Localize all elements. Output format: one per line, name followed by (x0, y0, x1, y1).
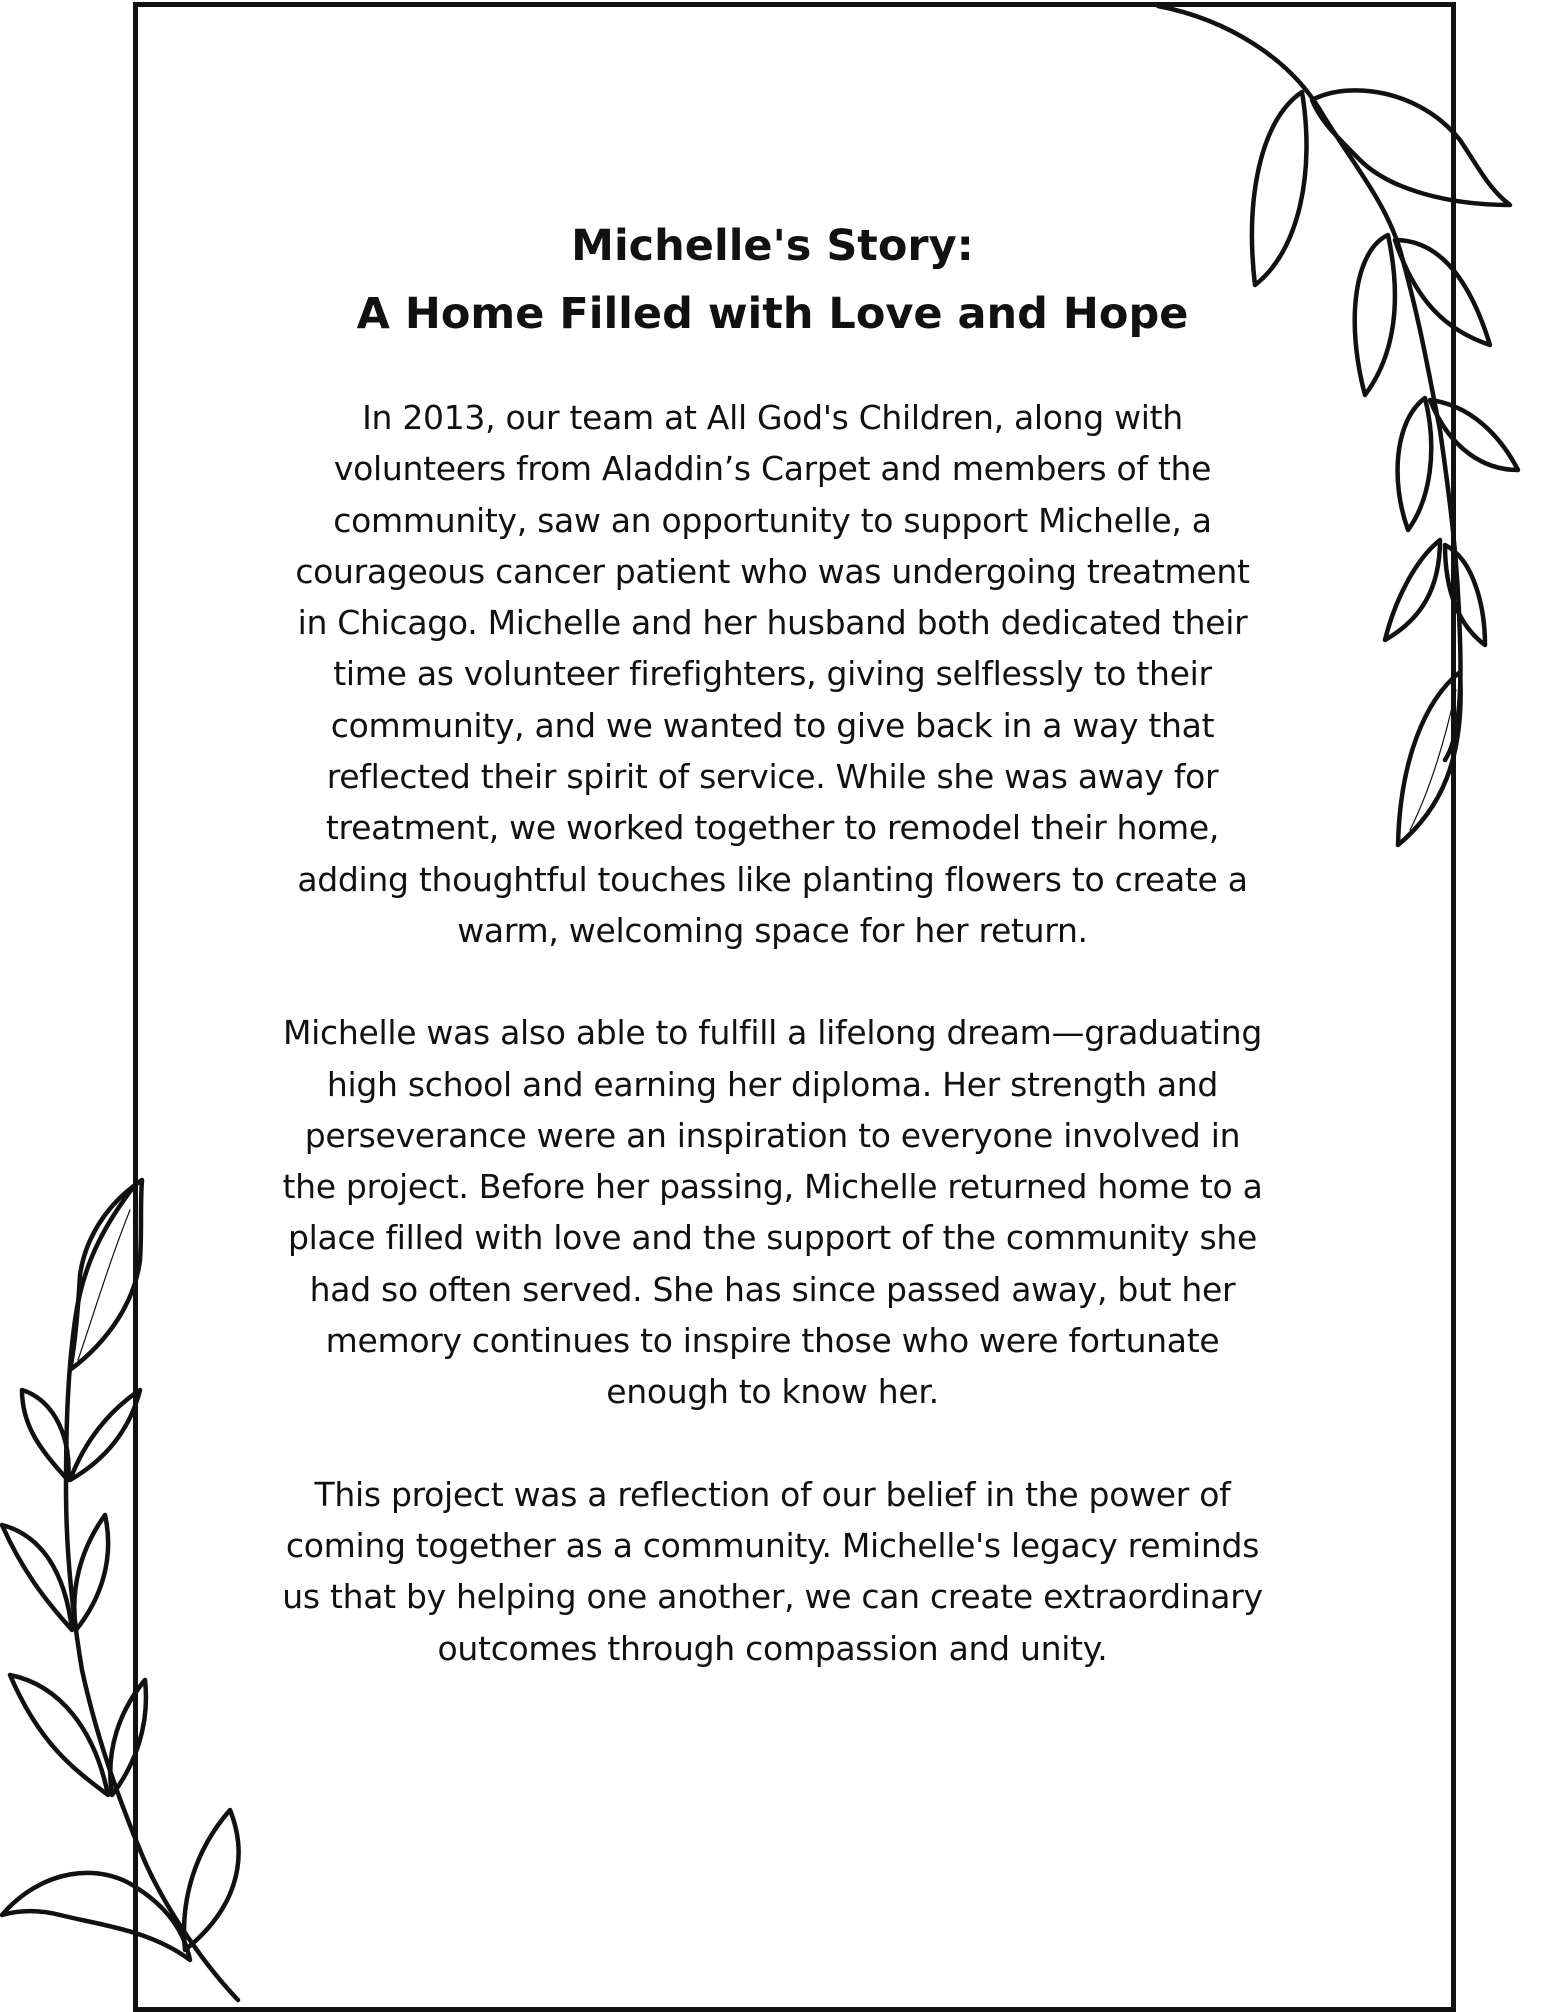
story-content (215, 212, 1330, 1674)
paragraph-line: community, and we wanted to give back in a way that (330, 705, 1215, 745)
paragraph-line: treatment, we worked together to remodel their home, (325, 808, 1220, 848)
paragraph-line: In 2013, our team at All God's Children, along with (362, 398, 1183, 437)
paragraph-line: enough to know her. (606, 1372, 939, 1412)
title-line: Michelle's Story: (571, 221, 974, 271)
story-paragraph-1 (215, 392, 1330, 956)
title-line: A Home Filled with Love and Hope (356, 289, 1189, 339)
paragraph-line: had so often served. She has since passed away, but her (309, 1269, 1236, 1309)
paragraph-line: This project was a reflection of our belief in the power of (314, 1474, 1231, 1514)
paragraph-line: us that by helping one another, we can create extraordinary (282, 1577, 1263, 1617)
paragraph-line: adding thoughtful touches like planting flowers to create a (297, 859, 1248, 899)
paragraph-line: in Chicago. Michelle and her husband both dedicated their (297, 603, 1248, 643)
paragraph-line: time as volunteer firefighters, giving selflessly to their (333, 654, 1212, 694)
paragraph-line: place filled with love and the support of the community she (288, 1218, 1257, 1258)
paragraph-line: reflected their spirit of service. While she was away for (326, 757, 1219, 797)
paragraph-line: warm, welcoming space for her return. (457, 910, 1088, 950)
paragraph-line: courageous cancer patient who was undergoing treatment (295, 551, 1250, 591)
paragraph-line: outcomes through compassion and unity. (437, 1628, 1108, 1668)
paragraph-line: perseverance were an inspiration to everyone involved in (304, 1115, 1241, 1155)
paragraph-line: the project. Before her passing, Michelle returned home to a (282, 1167, 1263, 1207)
paragraph-line: coming together as a community. Michelle's legacy reminds (285, 1525, 1260, 1565)
story-paragraph-2 (215, 1007, 1330, 1417)
paragraph-line: memory continues to inspire those who were fortunate (325, 1321, 1220, 1361)
story-paragraph-3 (215, 1469, 1330, 1674)
story-title (215, 212, 1330, 348)
paragraph-line: high school and earning her diploma. Her strength and (326, 1064, 1219, 1104)
paragraph-line: volunteers from Aladdin’s Carpet and members of the (333, 449, 1212, 489)
paragraph-line: Michelle was also able to fulfill a lifelong dream—graduating (283, 1013, 1262, 1053)
paragraph-line: community, saw an opportunity to support Michelle, a (333, 500, 1212, 540)
